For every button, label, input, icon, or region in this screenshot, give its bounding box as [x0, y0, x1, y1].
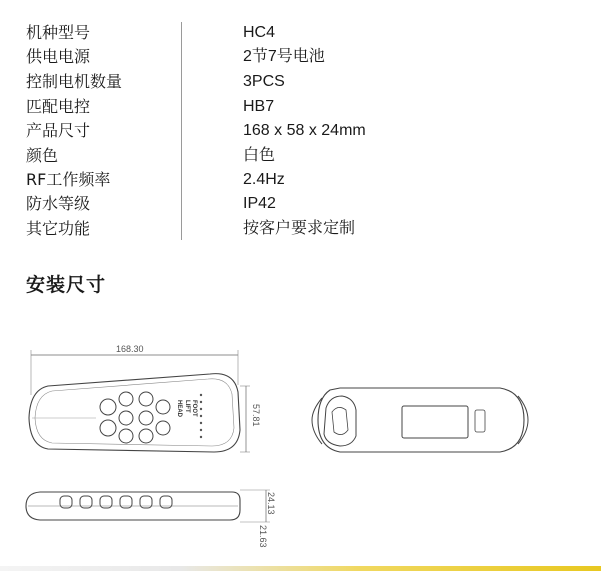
width-dimension-label: 57.81	[251, 404, 261, 427]
spec-label: 控制电机数量	[26, 72, 123, 91]
spec-row-color	[0, 144, 601, 168]
remote-button	[139, 411, 153, 425]
spec-label: 其它功能	[26, 219, 91, 238]
spec-value: 2节7号电池	[243, 48, 325, 65]
spec-value: 3PCS	[243, 73, 285, 90]
spec-label: RF工作频率	[26, 170, 111, 189]
spec-row-waterproof	[0, 192, 601, 216]
side-body-outline	[26, 492, 240, 520]
remote-button	[156, 421, 170, 435]
spec-row-size	[0, 119, 601, 143]
spec-row-other	[0, 217, 601, 241]
spec-label: 供电电源	[26, 47, 91, 66]
remote-button	[156, 400, 170, 414]
battery-compartment	[402, 406, 468, 438]
spec-value: IP42	[243, 195, 276, 212]
side-button	[100, 496, 112, 508]
lift-label: LIFT	[184, 400, 190, 413]
remote-button	[100, 420, 116, 436]
length-dimension-label: 168.30	[116, 344, 144, 354]
section-title: 安装尺寸	[26, 274, 107, 296]
spec-row-power	[0, 45, 601, 69]
spec-label: 颜色	[26, 146, 59, 165]
spec-value: HB7	[243, 98, 275, 115]
back-body-outline	[318, 388, 524, 452]
clip	[475, 410, 485, 432]
spec-label: 产品尺寸	[26, 121, 91, 140]
remote-button	[119, 429, 133, 443]
remote-button	[139, 392, 153, 406]
column-divider	[181, 22, 182, 240]
foot-label: FOOT	[191, 400, 197, 417]
spec-label: 匹配电控	[26, 97, 91, 116]
spec-row-motors	[0, 70, 601, 94]
bottom-accent-bar	[0, 566, 601, 571]
spec-value: HC4	[243, 24, 276, 41]
remote-back-view	[312, 388, 528, 452]
remote-side-view	[26, 490, 270, 522]
head-label: HEAD	[176, 400, 182, 418]
spec-value: 白色	[243, 147, 276, 164]
spec-value: 2.4Hz	[243, 171, 285, 188]
thickness-alt-dimension-label: 21.63	[258, 525, 268, 548]
remote-front-view	[29, 350, 250, 452]
thickness-dimension-label: 24.13	[266, 492, 276, 515]
spec-value: 168 x 58 x 24mm	[243, 122, 366, 139]
remote-button	[100, 399, 116, 415]
side-button	[80, 496, 92, 508]
side-button	[60, 496, 72, 508]
remote-button	[139, 429, 153, 443]
spec-row-controller	[0, 95, 601, 119]
spec-label: 机种型号	[26, 23, 91, 42]
remote-button	[119, 411, 133, 425]
spec-value: 按客户要求定制	[243, 220, 356, 237]
battery-cover-end	[324, 396, 356, 446]
spec-row-model	[0, 21, 601, 45]
remote-button	[119, 392, 133, 406]
side-button	[160, 496, 172, 508]
remote-body-outline	[29, 374, 240, 452]
side-button	[120, 496, 132, 508]
spec-label: 防水等级	[26, 194, 91, 213]
side-button	[140, 496, 152, 508]
spec-row-rf	[0, 168, 601, 192]
